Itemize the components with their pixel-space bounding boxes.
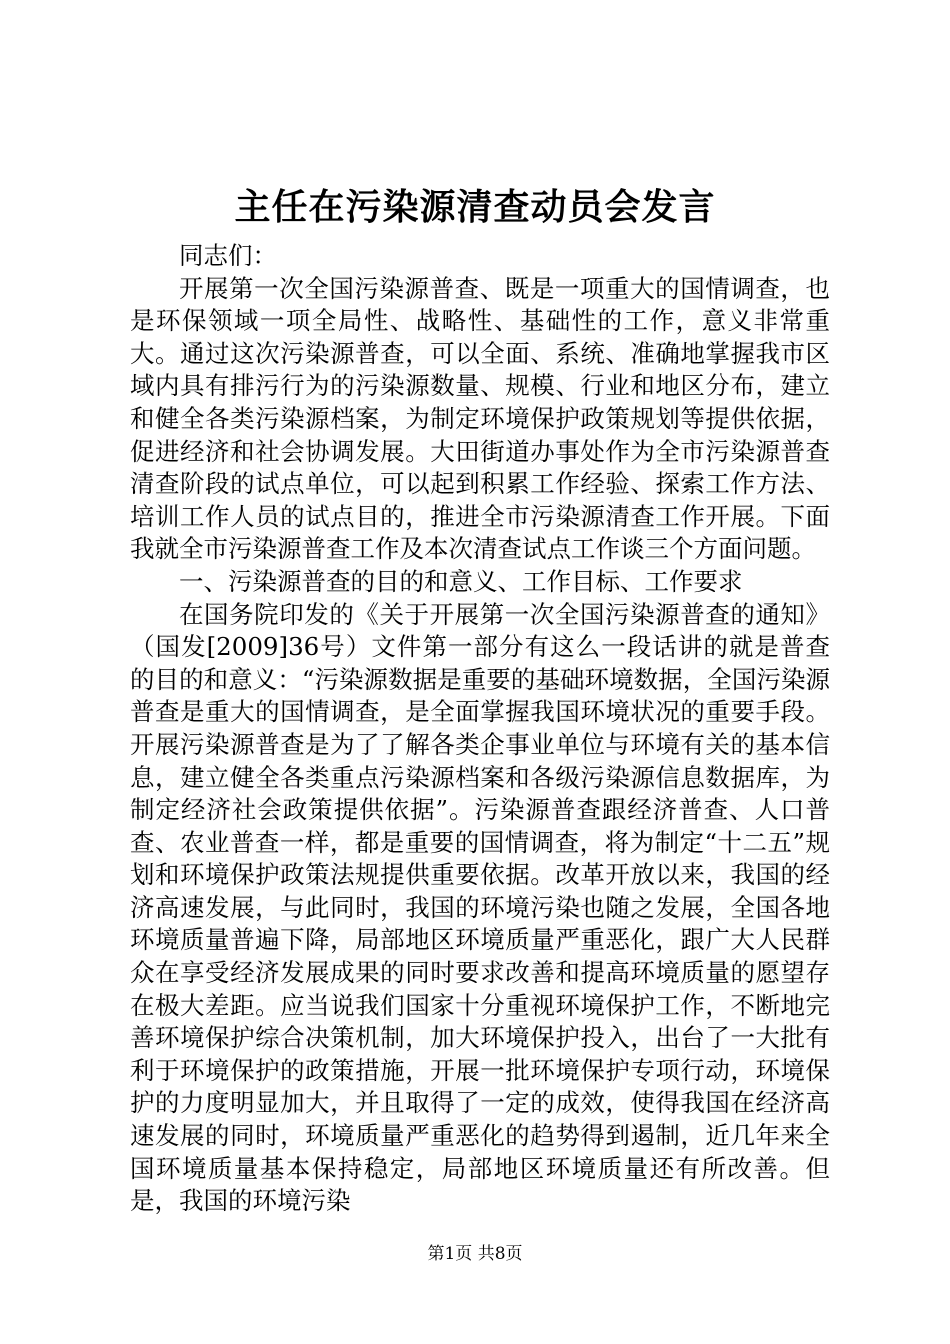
- document-title: 主任在污染源清查动员会发言: [234, 186, 716, 228]
- section-heading: 一、污染源普查的目的和意义、工作目标、工作要求: [179, 566, 743, 596]
- salutation-paragraph: 同志们：: [179, 241, 277, 270]
- page-footer: 第1页 共8页: [427, 1244, 523, 1264]
- body-paragraph: 开展第一次全国污染源普查、既是一项重大的国情调查，也是环保领域一项全局性、战略性、基础性的工作，意义非常重大。通过这次污染源普查，可以全面、系统、准确地掌握我市区域内具有排污行为的污染源数量、规模、行业和地区分布，建立和健全各类污染源档案，为制定环境保护政策规划等提供依据，促进经济和社会协调发展。大田街道办事处作为全市污染源普查清查阶段的试点单位，可以起到积累工作经验、探索工作方法、培训工作人员的试点目的，推进全市污染源清查工作开展。下面我就全市污染源普查工作及本次清查试点工作谈三个方面问题。: [130, 273, 830, 564]
- document-body: [130, 240, 830, 1218]
- body-paragraph: 在国务院印发的《关于开展第一次全国污染源普查的通知》（国发[2009]36号）文件第一部分有这么一段话讲的就是普查的目的和意义：“污染源数据是重要的基础环境数据，全国污染源普查是重大的国情调查，是全面掌握我国环境状况的重要手段。开展污染源普查是为了了解各类企事业单位与环境有关的基本信息，建立健全各类重点污染源档案和各级污染源信息数据库，为制定经济社会政策提供依据”。污染源普查跟经济普查、人口普查、农业普查一样，都是重要的国情调查，将为制定“十二五”规划和环境保护政策法规提供重要依据。改革开放以来，我国的经济高速发展，与此同时，我国的环境污染也随之发展，全国各地环境质量普遍下降，局部地区环境质量严重恶化，跟广大人民群众在享受经济发展成果的同时要求改善和提高环境质量的愿望存在极大差距。应当说我们国家十分重视环境保护工作，不断地完善环境保护综合决策机制，加大环境保护投入，出台了一大批有利于环境保护的政策措施，开展一批环境保护专项行动，环境保护的力度明显加大，并且取得了一定的成效，使得我国在经济高速发展的同时，环境质量严重恶化的趋势得到遏制，近几年来全国环境质量基本保持稳定，局部地区环境质量还有所改善。但是，我国的环境污染: [130, 599, 830, 1216]
